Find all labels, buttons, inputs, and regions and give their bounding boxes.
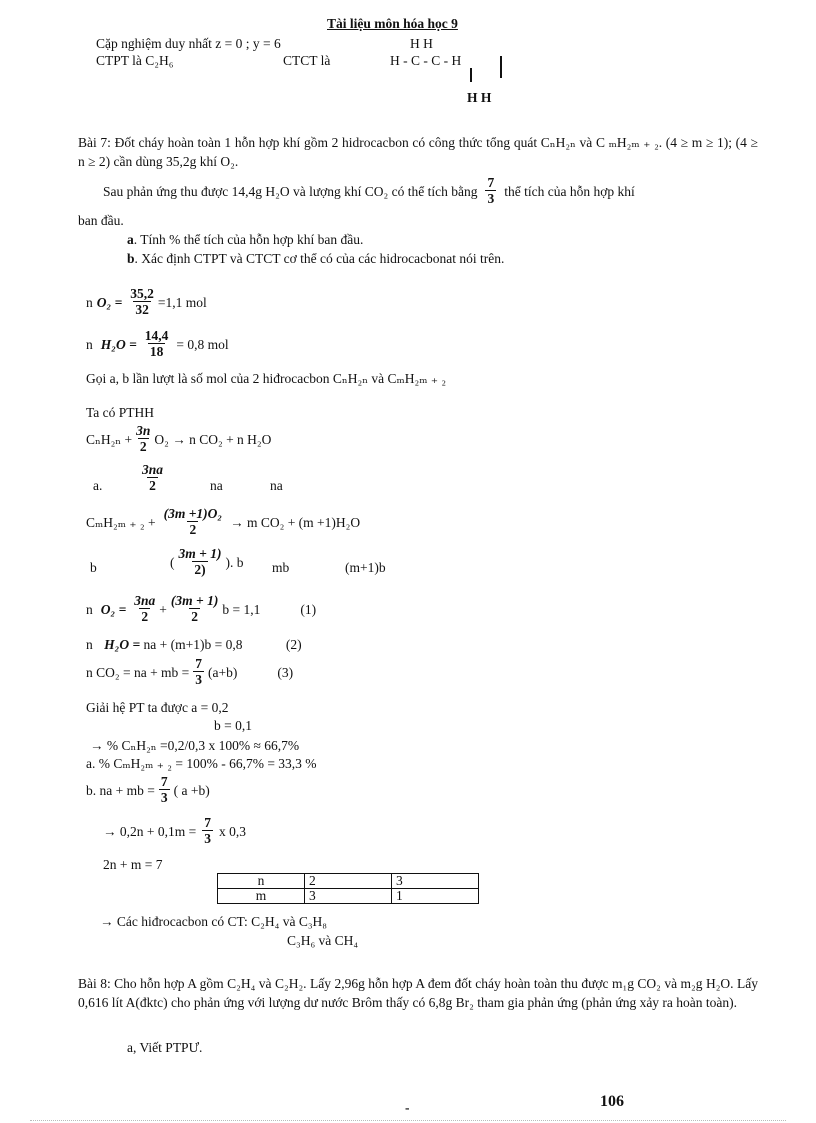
row1-a: a. [93,478,103,493]
row2-fraction-group [170,547,243,578]
structure-top-h: H H [410,36,433,51]
fraction-3n-2 [134,424,152,455]
row2-b: b [90,560,97,575]
question-b-text: . Xác định CTPT và CTCT cơ thể có của các hidrocacbonat nói trên. [134,251,505,266]
bai7-condition-text-a: Sau phản ứng thu được 14,4g H₂O và lượng khí CO₂ có thể tích bằng [103,183,478,199]
n-h2o-result: = 0,8 mol [176,336,229,352]
fraction-7-3 [193,657,204,688]
fraction-35-2-32 [128,287,156,318]
denominator: 3 [487,191,495,207]
row1-na-co2: na [210,478,223,493]
numerator: 7 [160,774,168,789]
row1-fraction [138,463,167,494]
footer-dash: - [405,1100,410,1115]
denominator: 2 [189,522,197,538]
ta-co-line: Ta có PTHH [86,405,155,420]
e1-tag: (1) [300,601,317,617]
c-left: → 0,2n + 0,1m = [103,823,197,839]
numerator: 7 [487,175,495,190]
plus: + [159,601,167,617]
percent-cmh2m2: a. % CₘH₂ₘ ₊ ₂ = 100% - 66,7% = 33,3 % [86,756,317,771]
bai7-condition-text-b: thể tích của hỗn hợp khí [504,183,635,199]
numerator: 3na [134,593,156,608]
denominator: 2 [191,609,199,625]
numerator: 3na [142,462,164,477]
o2-species: O₂ = [100,601,127,617]
ctpt-line: CTPT là C₂H₆ [96,53,174,68]
numerator: 7 [204,815,211,830]
bai8-item-a: a, Viết PTPƯ. [127,1040,203,1055]
table-cell: n [218,874,305,889]
numerator: (3m +1)O₂ [163,506,223,521]
denominator: 32 [135,302,149,318]
table-cell: 3 [305,889,392,904]
row2-m1b: (m+1)b [345,560,386,575]
denominator: 2 [149,478,156,494]
numerator: 7 [195,656,203,671]
table-row [218,874,479,889]
equation-e1 [86,594,316,625]
question-b [127,251,504,267]
denominator: 2) [194,562,206,578]
eq-2n-m: 2n + m = 7 [103,857,163,872]
fraction-3na-2 [132,594,157,625]
e3-left: n CO₂ = na + mb = [86,664,190,680]
bai7-condition-text-c: ban đầu. [78,213,124,228]
question-a-label: a [127,232,134,247]
equation-1-left: CₙH₂ₙ + [86,431,133,447]
numerator: 35,2 [130,286,154,301]
ctct-label: CTCT là [283,53,331,68]
fraction-3m1-o2-2 [162,507,225,538]
table-cell: 2 [305,874,392,889]
fraction-14-4-18 [143,329,171,360]
table-cell: 1 [392,889,479,904]
giai-b-line: b = 0,1 [214,718,252,733]
table-cell: m [218,889,305,904]
fraction-7-3 [485,176,496,207]
c-equation [103,816,246,847]
bond-line [470,68,472,82]
question-b-label: b [127,251,135,266]
equation-1-right: O₂ → n CO₂ + n H₂O [154,431,272,447]
e2-result: na + (m+1)b = 0,8 [143,637,243,652]
e3-right: (a+b) [208,664,238,680]
row2-after: ). b [225,554,244,570]
denominator: 2 [139,439,147,455]
denominator: 3 [204,831,211,847]
bai7-statement: Bài 7: Đốt cháy hoàn toàn 1 hỗn hợp khí gồm 2 hidrocacbon có công thức tổng quát CₙH₂ₙ và C ₘH₂ₘ ₊ ₂. (4 ≥ m ≥ 1); (4 ≥ n ≥ 2) cần dùng 35,2g khí O₂. [78,135,758,169]
row1-na-h2o: na [270,478,283,493]
h2o-species: H₂O = [100,336,137,352]
fraction-3m1-2 [169,594,220,625]
denominator: 3 [160,790,168,806]
b-equation [86,775,210,806]
n-o2-result: =1,1 mol [157,294,207,310]
bai8-statement: Bài 8: Cho hỗn hợp A gồm C₂H₄ và C₂H₂. Lấy 2,96g hỗn hợp A đem đốt cháy hoàn toàn thu được m₁g CO₂ và m₂g H₂O. Lấy 0,616 lít A(đktc) cho phản ứng với lượng dư nước Brôm thấy có 6,8g Br₂ tham gia phản ứng (phản ứng xảy ra hoàn toàn). [78,976,758,1010]
table-row [218,889,479,904]
structure-bottom-h: H H [467,90,492,105]
denominator: 3 [195,672,203,688]
e3-tag: (3) [277,664,294,680]
question-a [127,232,363,248]
denominator: 2 [141,609,149,625]
numerator: 3m + 1) [178,546,222,561]
equation-e2 [86,637,302,653]
denominator: 18 [149,344,164,360]
e2-tag: (2) [285,637,302,652]
table-cell: 3 [392,874,479,889]
goi-line: Gọi a, b lần lượt là số mol của 2 hiđrocacbon CₙH₂ₙ và CₘH₂ₘ ₊ ₂ [86,371,447,386]
question-a-text: . Tính % thể tích của hỗn hợp khí ban đầu. [133,232,364,247]
n-prefix: n [86,294,93,310]
structure-main-chain: H - C - C - H [390,53,462,68]
equation-e3 [86,657,293,688]
fraction-3m1-2 [177,547,224,578]
numerator: 3n [136,423,151,438]
equation-2-right: → m CO₂ + (m +1)H₂O [230,514,361,530]
row2-open: ( [170,554,175,570]
n-prefix: n [86,336,93,352]
bai7-condition-line [103,176,635,207]
page-title: Tài liệu môn hóa học 9 [327,16,458,31]
n-prefix: n [86,637,93,652]
bond-line [500,56,502,78]
page-number: 106 [600,1093,624,1110]
equation-1 [86,424,271,455]
o2-species: O₂ = [96,294,123,310]
h2o-species: H₂O = [104,637,141,652]
c-right: x 0,3 [218,823,246,839]
e1-result: b = 1,1 [222,601,261,617]
fraction-7-3 [159,775,170,806]
n-m-table [217,873,479,904]
n-h2o-calc [86,329,229,360]
conclusion-line-2: C₃H₆ và CH₄ [287,933,359,948]
equation-2-left: CₘH₂ₘ ₊ ₂ + [86,514,156,530]
row2-mb: mb [272,560,290,575]
equation-2 [86,507,360,538]
giai-line: Giải hệ PT ta được a = 0,2 [86,700,229,715]
footer-rule [30,1120,786,1121]
b-left: b. na + mb = [86,782,155,798]
numerator: 14,4 [144,328,169,343]
n-o2-calc [86,287,207,318]
conclusion-line-1: → Các hiđrocacbon có CT: C₂H₄ và C₃H₈ [100,914,327,929]
numerator: (3m + 1) [170,593,219,608]
fraction-7-3 [202,816,213,847]
pair-line: Cặp nghiệm duy nhất z = 0 ; y = 6 [96,36,281,51]
percent-cnh2n: → % CₙH₂ₙ =0,2/0,3 x 100% ≈ 66,7% [90,738,300,753]
fraction-3na-2 [140,463,165,494]
b-right: ( a +b) [173,782,210,798]
n-prefix: n [86,601,93,617]
